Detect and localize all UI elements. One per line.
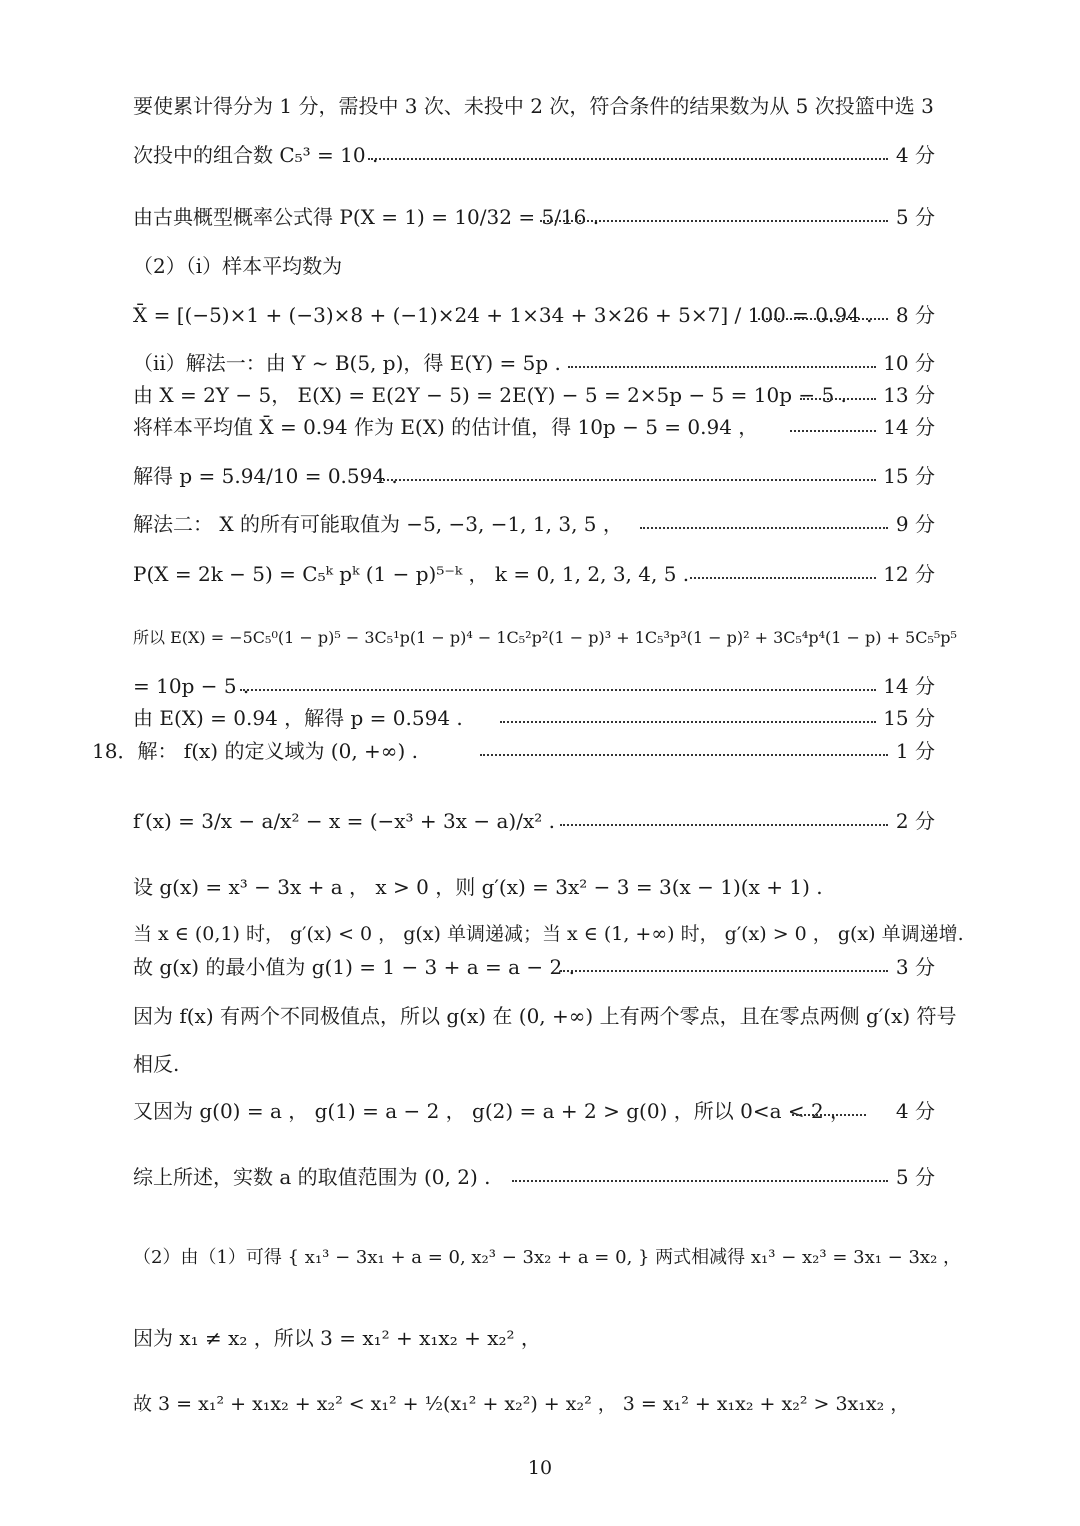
leader-dots	[380, 464, 876, 481]
score-points: 5 分	[895, 1165, 935, 1189]
line-text: 因为 f(x) 有两个不同极值点，所以 g(x) 在 (0, +∞) 上有两个零点，且在零点两侧 g′(x) 符号	[133, 1004, 957, 1028]
line-text: 解法二： X 的所有可能取值为 −5, −3, −1, 1, 3, 5 ，	[133, 512, 623, 536]
score-points: 15 分	[883, 464, 935, 488]
score-points: 2 分	[895, 809, 935, 833]
leader-dots	[500, 706, 876, 723]
line-text: （2）（i）样本平均数为	[133, 254, 343, 278]
line-text: 由 X = 2Y − 5， E(X) = E(2Y − 5) = 2E(Y) − 5 = 2×5p − 5 = 10p − 5 .	[133, 383, 847, 407]
leader-dots	[240, 674, 876, 691]
line-text: 故 3 = x₁² + x₁x₂ + x₂² < x₁² + ½(x₁² + x₂²) + x₂² ， 3 = x₁² + x₁x₂ + x₂² > 3x₁x₂ ，	[133, 1393, 910, 1415]
line-text: 因为 x₁ ≠ x₂ ，所以 3 = x₁² + x₁x₂ + x₂² ，	[133, 1326, 541, 1350]
line-text: （2）由（1）可得 { x₁³ − 3x₁ + a = 0, x₂³ − 3x₂ + a = 0, } 两式相减得 x₁³ − x₂³ = 3x₁ − 3x₂ ，	[133, 1247, 962, 1268]
score-points: 9 分	[895, 512, 935, 536]
score-points: 12 分	[883, 562, 935, 586]
leader-dots	[790, 415, 876, 432]
line-text: （ii）解法一：由 Y ~ B(5, p)，得 E(Y) = 5p .	[133, 351, 561, 375]
leader-dots	[512, 1165, 888, 1182]
score-points: 8 分	[895, 303, 935, 327]
leader-dots	[540, 205, 888, 222]
score-points: 15 分	[883, 706, 935, 730]
line-text: f′(x) = 3/x − a/x² − x = (−x³ + 3x − a)/x² .	[133, 809, 555, 833]
line-text: 18．解： f(x) 的定义域为 (0, +∞) .	[92, 739, 418, 763]
line-text: 由古典概型概率公式得 P(X = 1) = 10/32 = 5/16 .	[133, 205, 600, 229]
score-points: 4 分	[895, 1099, 935, 1123]
leader-dots	[560, 955, 888, 972]
page-number: 10	[527, 1457, 553, 1479]
line-text: 要使累计得分为 1 分，需投中 3 次、未投中 2 次，符合条件的结果数为从 5 次投篮中选 3	[133, 94, 934, 118]
line-text: P(X = 2k − 5) = C₅ᵏ pᵏ (1 − p)⁵⁻ᵏ ， k = 0, 1, 2, 3, 4, 5 .	[133, 562, 690, 586]
score-points: 14 分	[883, 415, 935, 439]
leader-dots	[368, 143, 888, 160]
score-points: 1 分	[895, 739, 935, 763]
leader-dots	[640, 512, 888, 529]
line-text: 设 g(x) = x³ − 3x + a ， x > 0 ，则 g′(x) = 3x² − 3 = 3(x − 1)(x + 1) .	[133, 875, 823, 899]
line-text: 解得 p = 5.94/10 = 0.594 .	[133, 464, 398, 488]
leader-dots	[758, 303, 888, 320]
leader-dots	[568, 351, 876, 368]
line-text: = 10p − 5 .	[133, 674, 250, 698]
line-text: 当 x ∈ (0,1) 时， g′(x) < 0 ， g(x) 单调递减；当 x ∈ (1, +∞) 时， g′(x) > 0 ， g(x) 单调递增.	[133, 923, 964, 945]
score-points: 10 分	[883, 351, 935, 375]
line-text: 故 g(x) 的最小值为 g(1) = 1 − 3 + a = a − 2 .	[133, 955, 575, 979]
line-text: X̄ = [(−5)×1 + (−3)×8 + (−1)×24 + 1×34 + 3×26 + 5×7] / 100 = 0.94 .	[133, 303, 873, 327]
line-text: 将样本平均值 X̄ = 0.94 作为 E(X) 的估计值，得 10p − 5 = 0.94 ，	[133, 415, 759, 439]
score-points: 14 分	[883, 674, 935, 698]
leader-dots	[792, 1099, 866, 1116]
score-points: 13 分	[883, 383, 935, 407]
score-points: 5 分	[895, 205, 935, 229]
line-text: 所以 E(X) = −5C₅⁰(1 − p)⁵ − 3C₅¹p(1 − p)⁴ − 1C₅²p²(1 − p)³ + 1C₅³p³(1 − p)² + 3C₅⁴p⁴(1 − p) + 5C₅⁵p⁵	[133, 628, 957, 647]
score-points: 3 分	[895, 955, 935, 979]
line-text: 由 E(X) = 0.94 ，解得 p = 0.594 .	[133, 706, 463, 730]
line-text: 次投中的组合数 C₅³ = 10 .	[133, 143, 379, 167]
line-text: 相反.	[133, 1052, 180, 1076]
leader-dots	[800, 383, 876, 400]
line-text: 又因为 g(0) = a ， g(1) = a − 2 ， g(2) = a + 2 > g(0) ，所以 0<a < 2 ，	[133, 1099, 851, 1123]
leader-dots	[560, 809, 888, 826]
leader-dots	[480, 739, 888, 756]
score-points: 4 分	[895, 143, 935, 167]
line-text: 综上所述，实数 a 的取值范围为 (0, 2) .	[133, 1165, 491, 1189]
leader-dots	[690, 562, 876, 579]
